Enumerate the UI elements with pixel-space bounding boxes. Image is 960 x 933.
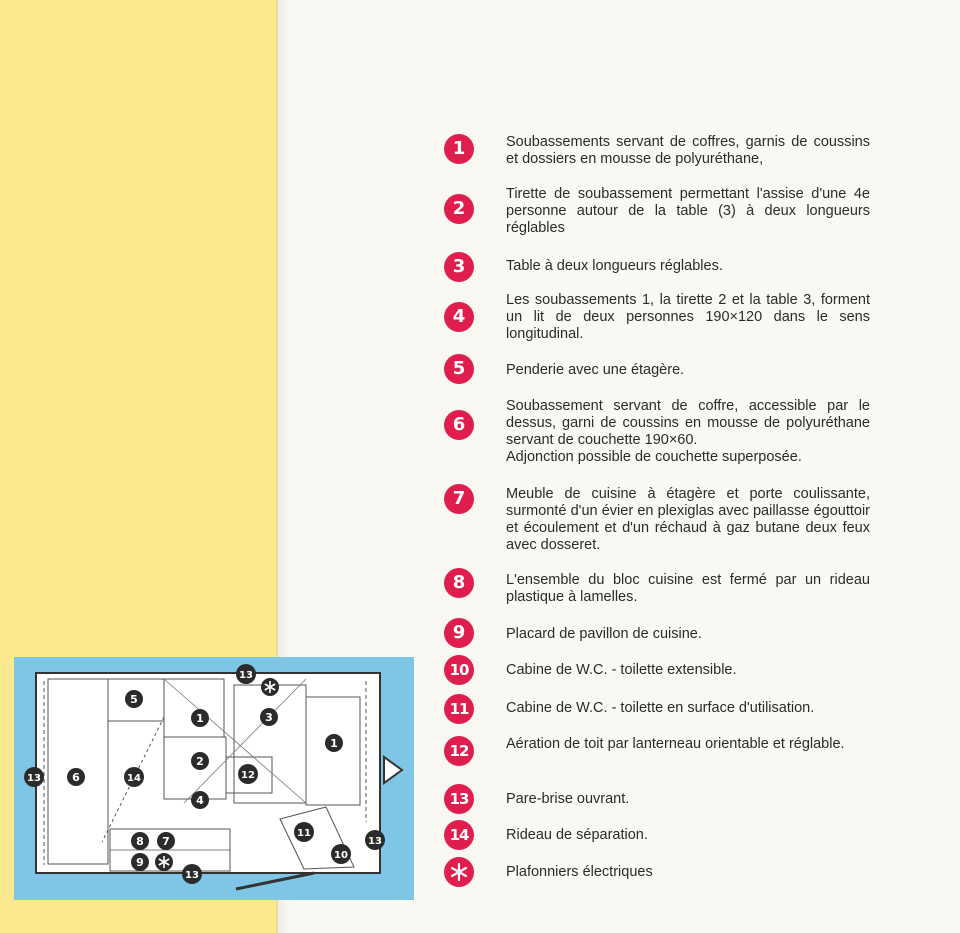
legend-text-14: Rideau de séparation. bbox=[506, 827, 648, 843]
svg-text:13: 13 bbox=[239, 670, 253, 681]
floor-plan bbox=[14, 657, 414, 900]
star-icon bbox=[444, 857, 474, 887]
legend-text-7: Meuble de cuisine à étagère et porte coulissante, surmonté d'un évier en plexiglas avec paillasse égouttoir et écoulement et d'un réchaud à gaz butane deux feux avec dosseret. bbox=[506, 486, 870, 553]
plan-marker-11 bbox=[294, 822, 314, 842]
legend-text-8: L'ensemble du bloc cuisine est fermé par un rideau plastique à lamelles. bbox=[506, 572, 870, 605]
plan-marker-12 bbox=[238, 764, 258, 784]
badge-7: 7 bbox=[444, 484, 474, 514]
badge-4: 4 bbox=[444, 302, 474, 332]
plan-marker-7 bbox=[157, 832, 175, 850]
badge-1: 1 bbox=[444, 134, 474, 164]
legend-text-10: Cabine de W.C. - toilette extensible. bbox=[506, 662, 737, 678]
legend-text-5: Penderie avec une étagère. bbox=[506, 362, 685, 378]
svg-text:11: 11 bbox=[297, 828, 311, 839]
plan-marker-13-left bbox=[24, 767, 44, 787]
plan-marker-6 bbox=[67, 768, 85, 786]
plan-marker-13-bottom bbox=[182, 864, 202, 884]
plan-marker-8 bbox=[131, 832, 149, 850]
badge-8: 8 bbox=[444, 568, 474, 598]
plan-star-marker-2 bbox=[155, 853, 173, 871]
svg-text:3: 3 bbox=[265, 711, 273, 724]
plan-marker-3 bbox=[260, 708, 278, 726]
svg-text:12: 12 bbox=[241, 770, 255, 781]
badge-2: 2 bbox=[444, 194, 474, 224]
badge-11: 11 bbox=[444, 694, 474, 724]
plan-marker-5 bbox=[125, 690, 143, 708]
svg-text:13: 13 bbox=[27, 773, 41, 784]
legend-text-6: Soubassement servant de coffre, accessible par le dessus, garni de coussins en mousse de polyuréthane servant de couchette 190×60. Adjonction possible de couchette superposée. bbox=[506, 398, 870, 465]
badge-13: 13 bbox=[444, 784, 474, 814]
plan-interior bbox=[36, 673, 380, 873]
badge-5: 5 bbox=[444, 354, 474, 384]
plan-marker-14 bbox=[124, 767, 144, 787]
legend-text-3: Table à deux longueurs réglables. bbox=[506, 258, 723, 274]
plan-star-marker-1 bbox=[261, 678, 279, 696]
svg-text:8: 8 bbox=[136, 835, 144, 848]
plan-marker-1a bbox=[191, 709, 209, 727]
badge-14: 14 bbox=[444, 820, 474, 850]
svg-text:1: 1 bbox=[196, 712, 204, 725]
badge-3: 3 bbox=[444, 252, 474, 282]
legend-text-star: Plafonniers électriques bbox=[506, 864, 653, 880]
badge-9: 9 bbox=[444, 618, 474, 648]
plan-marker-9 bbox=[131, 853, 149, 871]
legend-text-4: Les soubassements 1, la tirette 2 et la table 3, forment un lit de deux personnes 190×120 dans le sens longitudinal. bbox=[506, 292, 870, 342]
svg-text:4: 4 bbox=[196, 794, 204, 807]
legend-text-9: Placard de pavillon de cuisine. bbox=[506, 626, 702, 642]
plan-marker-10 bbox=[331, 844, 351, 864]
svg-text:5: 5 bbox=[130, 693, 138, 706]
svg-text:9: 9 bbox=[136, 856, 144, 869]
plan-marker-2 bbox=[191, 752, 209, 770]
plan-marker-1b bbox=[325, 734, 343, 752]
legend-text-12: Aération de toit par lanterneau orientable et réglable. bbox=[506, 736, 845, 752]
legend-text-2: Tirette de soubassement permettant l'assise d'une 4e personne autour de la table (3) à deux longueurs réglables bbox=[506, 186, 870, 236]
legend-text-1: Soubassements servant de coffres, garnis de coussins et dossiers en mousse de polyuréthane, bbox=[506, 134, 870, 167]
svg-text:10: 10 bbox=[334, 850, 348, 861]
floor-plan-drawing bbox=[14, 657, 414, 900]
legend-text-11: Cabine de W.C. - toilette en surface d'utilisation. bbox=[506, 700, 815, 716]
svg-text:14: 14 bbox=[127, 773, 141, 784]
svg-text:13: 13 bbox=[368, 836, 382, 847]
plan-marker-13-right bbox=[365, 830, 385, 850]
badge-10: 10 bbox=[444, 655, 474, 685]
plan-marker-13-top bbox=[236, 664, 256, 684]
badge-12: 12 bbox=[444, 736, 474, 766]
legend-text-13: Pare-brise ouvrant. bbox=[506, 791, 630, 807]
tow-hitch-icon bbox=[384, 757, 402, 783]
svg-text:13: 13 bbox=[185, 870, 199, 881]
svg-text:2: 2 bbox=[196, 755, 204, 768]
svg-text:7: 7 bbox=[162, 835, 170, 848]
svg-text:1: 1 bbox=[330, 737, 338, 750]
badge-6: 6 bbox=[444, 410, 474, 440]
svg-text:6: 6 bbox=[72, 771, 80, 784]
plan-marker-4 bbox=[191, 791, 209, 809]
